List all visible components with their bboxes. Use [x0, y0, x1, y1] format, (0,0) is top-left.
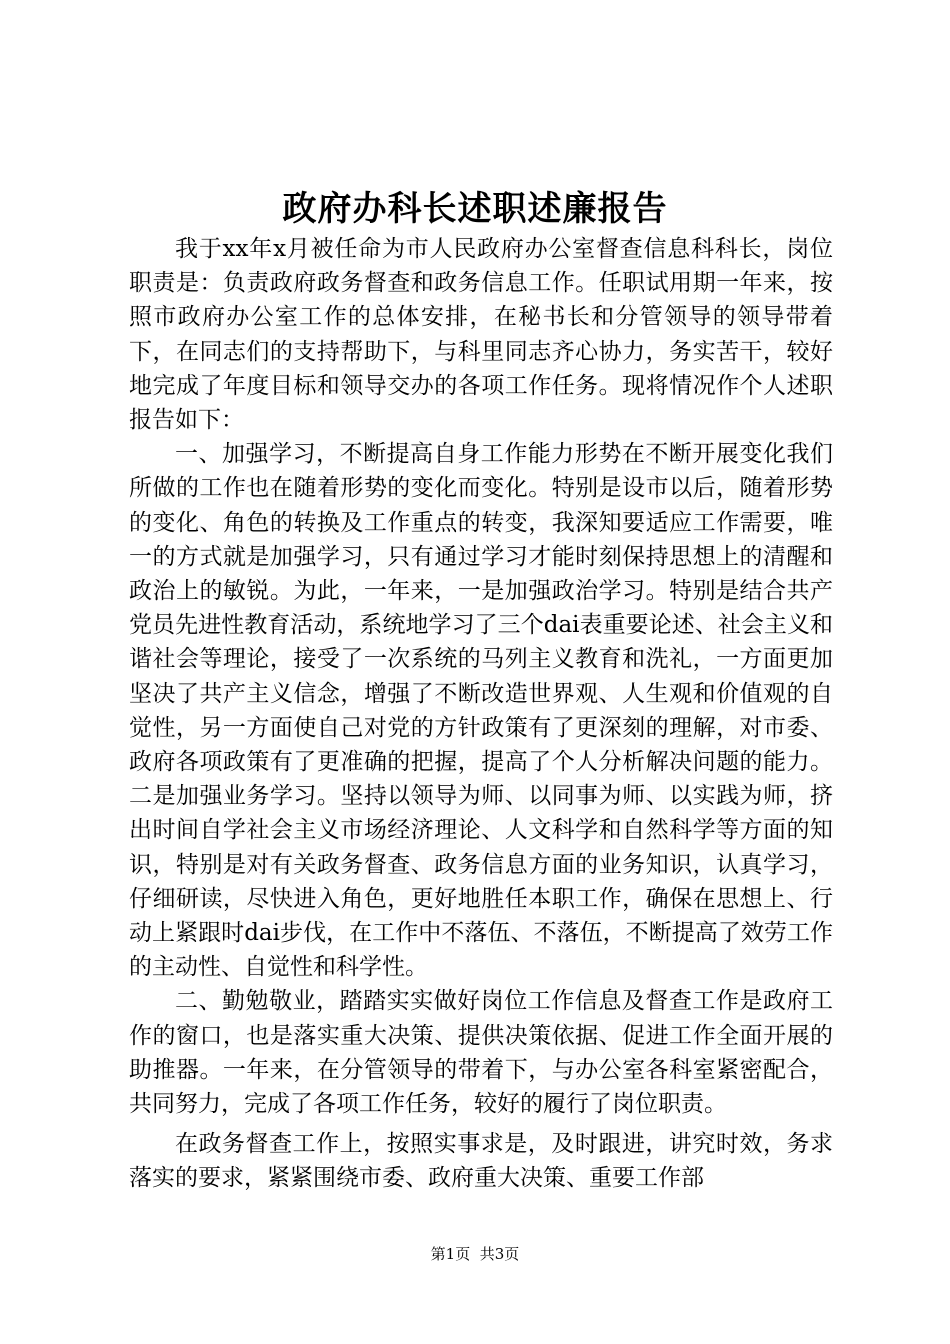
document-body: [129, 232, 833, 1196]
document-title: 政府办科长述职述廉报告: [282, 189, 668, 229]
page-total: 共3页: [479, 1245, 520, 1263]
page-number: 第1页: [430, 1245, 471, 1263]
paragraph-section-one: 一、加强学习，不断提高自身工作能力形势在不断开展变化我们所做的工作也在随着形势的变化而变化。特别是设市以后，随着形势的变化、角色的转换及工作重点的转变，我深知要适应工作需要，唯一的方式就是加强学习，只有通过学习才能时刻保持思想上的清醒和政治上的敏锐。为此，一年来，一是加强政治学习。特别是结合共产党员先进性教育活动，系统地学习了三个dai表重要论述、社会主义和谐社会等理论，接受了一次系统的马列主义教育和洗礼，一方面更加坚决了共产主义信念，增强了不断改造世界观、人生观和价值观的自觉性，另一方面使自己对党的方针政策有了更深刻的理解，对市委、政府各项政策有了更准确的把握，提高了个人分析解决问题的能力。二是加强业务学习。坚持以领导为师、以同事为师、以实践为师，挤出时间自学社会主义市场经济理论、人文科学和自然科学等方面的知识，特别是对有关政务督查、政务信息方面的业务知识，认真学习，仔细研读，尽快进入角色，更好地胜任本职工作，确保在思想上、行动上紧跟时dai步伐，在工作中不落伍、不落伍，不断提高了效劳工作的主动性、自觉性和科学性。: [129, 441, 833, 981]
page-footer: [0, 1243, 950, 1265]
paragraph-intro: 我于xx年x月被任命为市人民政府办公室督查信息科科长，岗位职责是：负责政府政务督查和政务信息工作。任职试用期一年来，按照市政府办公室工作的总体安排，在秘书长和分管领导的领导带着下，在同志们的支持帮助下，与科里同志齐心协力，务实苦干，较好地完成了年度目标和领导交办的各项工作任务。现将情况作个人述职报告如下：: [129, 236, 833, 434]
paragraph-section-two: 二、勤勉敬业，踏踏实实做好岗位工作信息及督查工作是政府工作的窗口，也是落实重大决策、提供决策依据、促进工作全面开展的助推器。一年来，在分管领导的带着下，与办公室各科室紧密配合，共同努力，完成了各项工作任务，较好的履行了岗位职责。: [129, 988, 833, 1118]
paragraph-supervision: 在政务督查工作上，按照实事求是，及时跟进，讲究时效，务求落实的要求，紧紧围绕市委、政府重大决策、重要工作部: [129, 1131, 833, 1192]
